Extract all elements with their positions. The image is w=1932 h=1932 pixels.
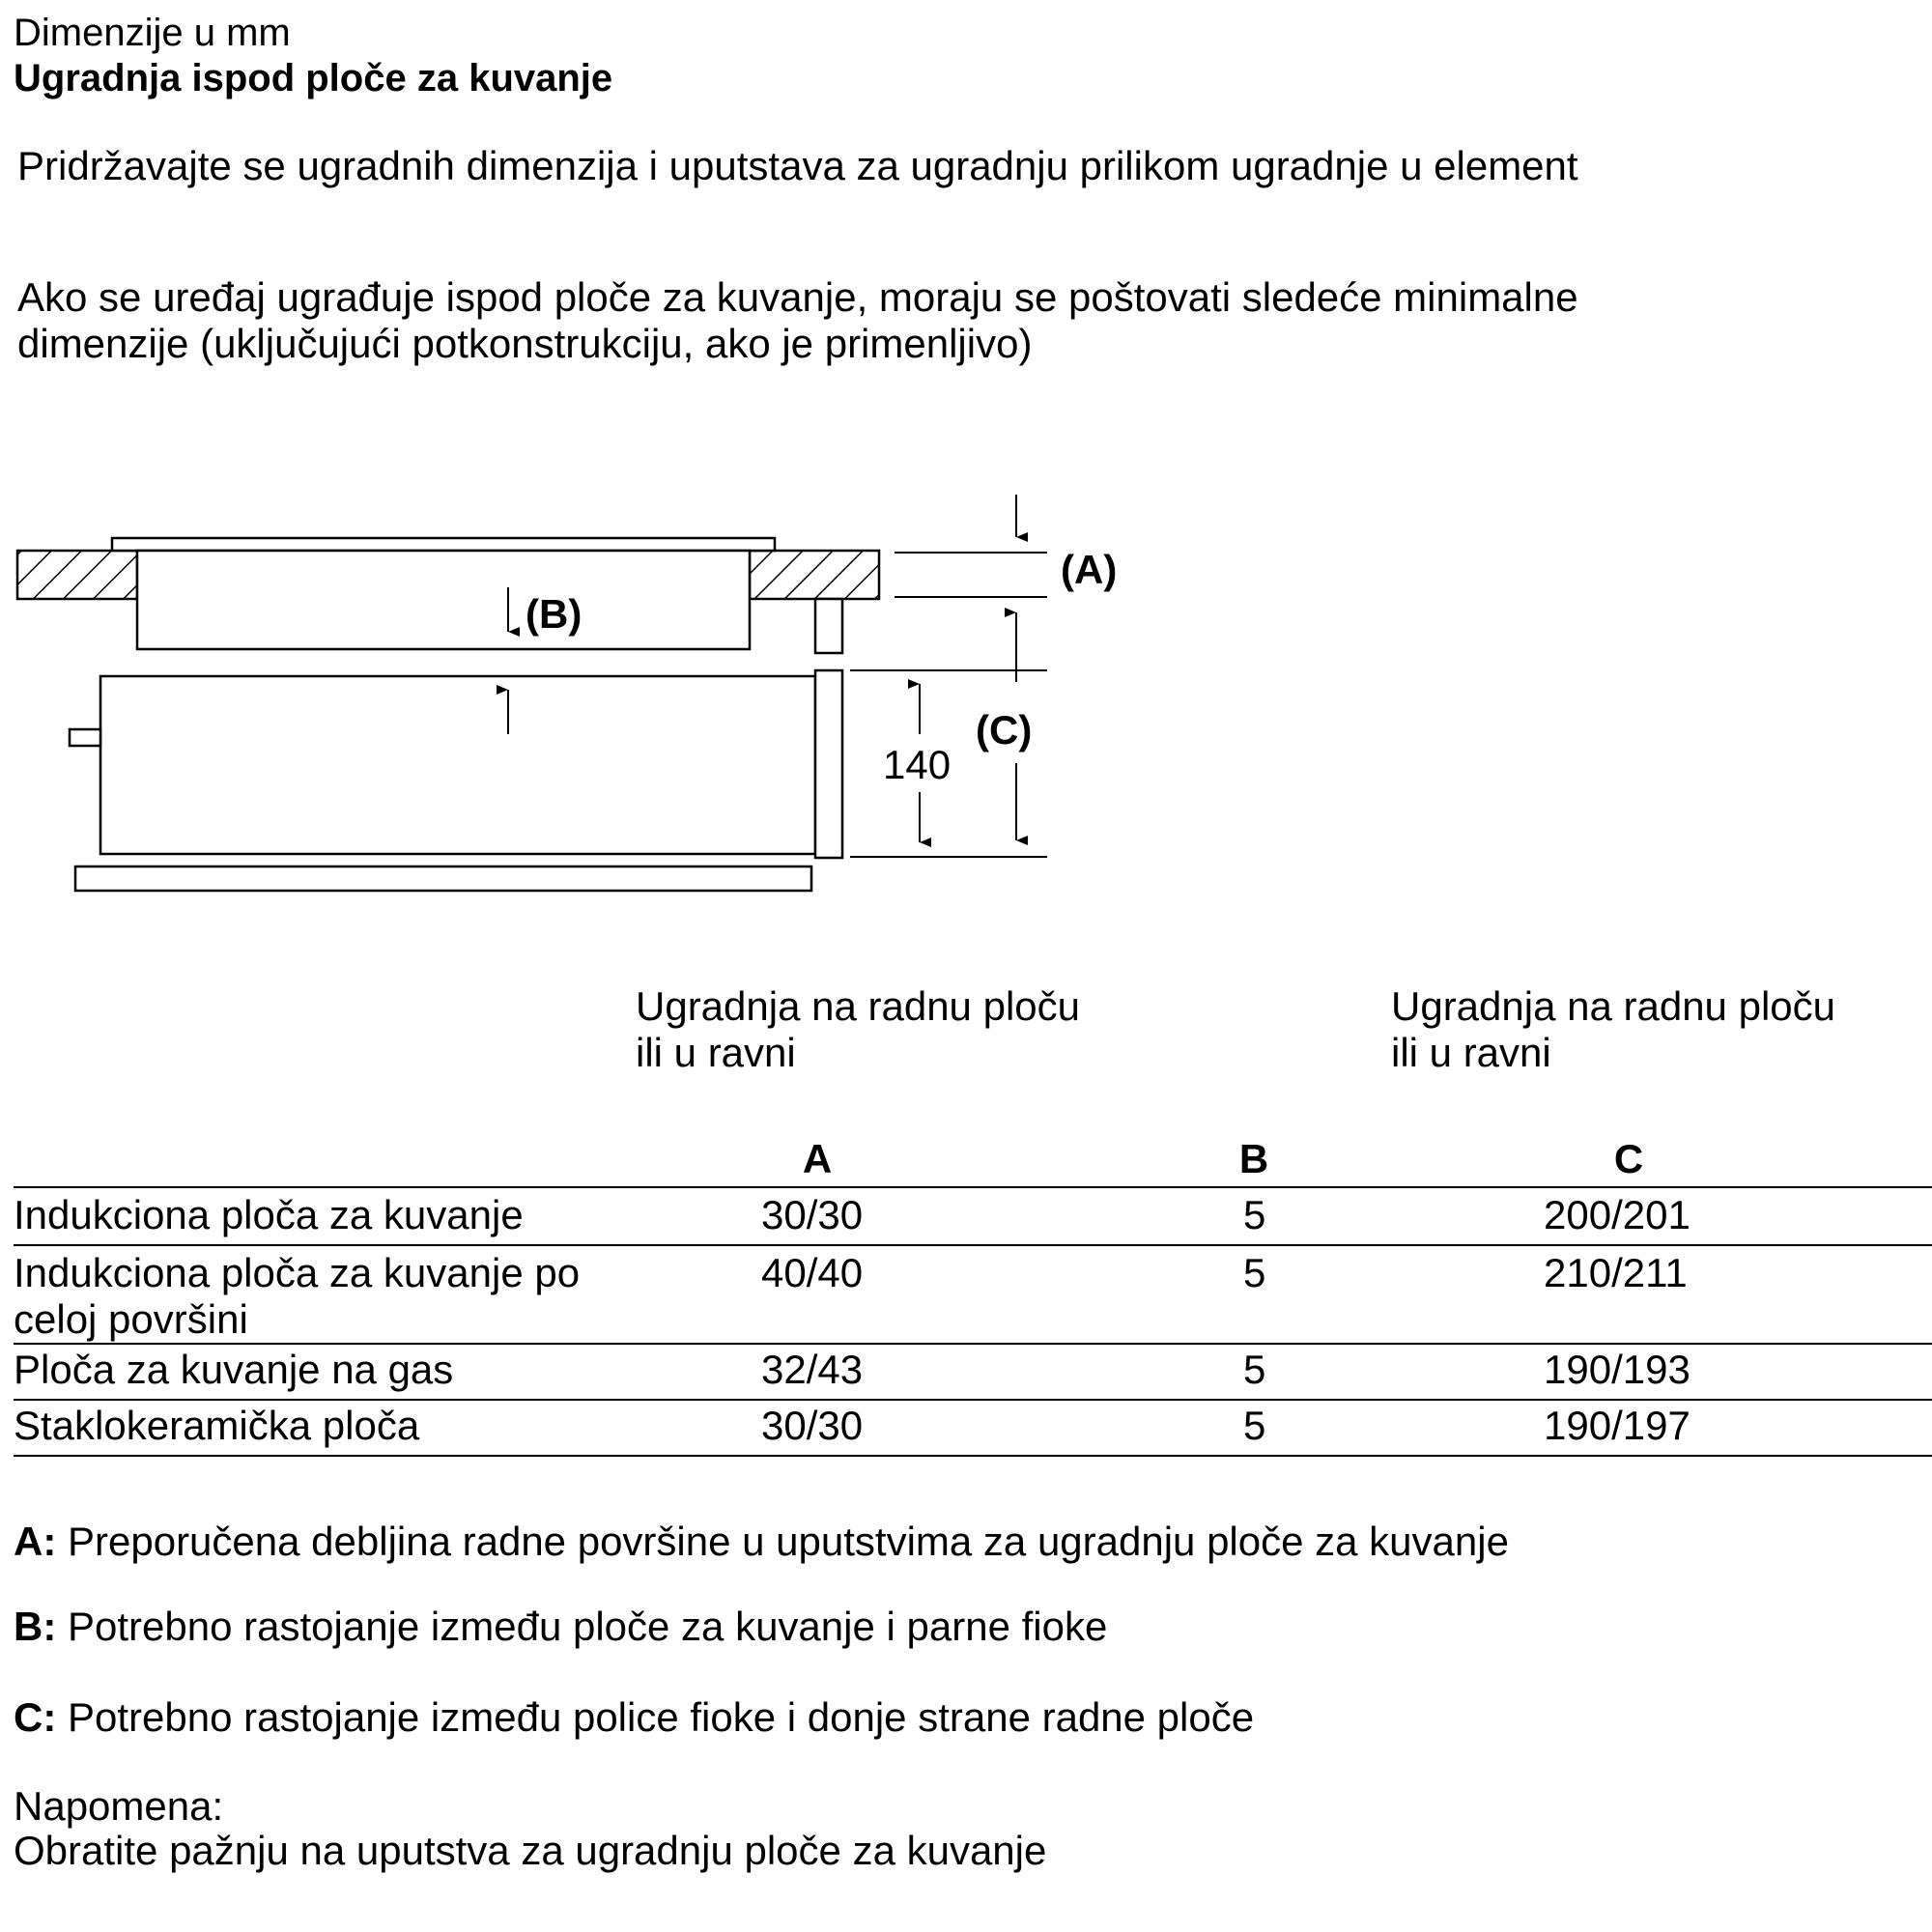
table-rule-bottom (14, 1455, 1932, 1457)
worktop-right (750, 551, 879, 599)
note-label: Napomena: (14, 1783, 224, 1829)
row-1-b: 5 (1243, 1192, 1266, 1237)
group-header-2-line-1: Ugradnja na radnu ploču (1391, 983, 1835, 1029)
row-3-c: 190/193 (1544, 1347, 1690, 1392)
drawer-handle (70, 729, 100, 746)
hob-top-plate (112, 538, 775, 551)
table-rule-3 (14, 1399, 1932, 1401)
column-header-c: C (1613, 1136, 1644, 1181)
row-2-name-line-1: Indukciona ploča za kuvanje po (14, 1250, 581, 1295)
intro-line-2b: dimenzije (uključujući potkonstrukciju, ako je primenljivo) (17, 321, 1033, 366)
row-2-a: 40/40 (761, 1250, 864, 1295)
legend-b (14, 1604, 1107, 1650)
dim-140: 140 (883, 742, 952, 787)
column-header-b: B (1238, 1136, 1269, 1181)
legend-b-key: B: (14, 1604, 57, 1649)
drawer-front (815, 670, 842, 858)
row-4-c: 190/197 (1544, 1403, 1690, 1448)
legend-a-key: A: (14, 1519, 57, 1564)
table-rule-top (14, 1186, 1932, 1188)
legend-a (14, 1519, 1509, 1565)
group-header-2-line-2: ili u ravni (1391, 1030, 1551, 1075)
subtitle: Dimenzije u mm (14, 12, 291, 54)
group-header-1-line-1: Ugradnja na radnu ploču (636, 983, 1080, 1029)
row-1-c: 200/201 (1544, 1192, 1690, 1237)
row-3-name: Ploča za kuvanje na gas (14, 1347, 454, 1392)
table-rule-2 (14, 1343, 1932, 1345)
legend-a-text: Preporučena debljina radne površine u uputstvima za ugradnju ploče za kuvanje (68, 1519, 1509, 1564)
column-header-a: A (802, 1136, 833, 1181)
drawer-body (100, 676, 815, 854)
row-4-a: 30/30 (761, 1403, 864, 1448)
group-header-1-line-2: ili u ravni (636, 1030, 796, 1075)
row-1-a: 30/30 (761, 1192, 864, 1237)
row-3-a: 32/43 (761, 1347, 864, 1392)
intro-line-1: Pridržavajte se ugradnih dimenzija i uputstava za ugradnju prilikom ugradnje u element (17, 143, 1578, 188)
row-1-name: Indukciona ploča za kuvanje (14, 1192, 524, 1237)
label-a: (A) (1061, 547, 1118, 592)
row-4-b: 5 (1243, 1403, 1266, 1448)
legend-c-text: Potrebno rastojanje između police fioke i donje strane radne ploče (68, 1694, 1255, 1740)
intro-line-2a: Ako se uređaj ugrađuje ispod ploče za kuvanje, moraju se poštovati sledeće minimalne (17, 274, 1578, 320)
legend-c-key: C: (14, 1694, 57, 1740)
row-4-name: Staklokeramička ploča (14, 1403, 420, 1448)
label-b: (B) (526, 591, 582, 637)
note-text: Obratite pažnju na uputstva za ugradnju ploče za kuvanje (14, 1828, 1047, 1873)
page-title: Ugradnja ispod ploče za kuvanje (14, 57, 613, 99)
installation-diagram (0, 464, 1118, 908)
row-2-name-line-2: celoj površini (14, 1296, 248, 1342)
row-3-b: 5 (1243, 1347, 1266, 1392)
table-rule-1 (14, 1244, 1932, 1246)
worktop-left (17, 551, 137, 599)
row-2-b: 5 (1243, 1250, 1266, 1295)
label-c: (C) (976, 707, 1033, 753)
row-2-c: 210/211 (1544, 1250, 1688, 1295)
legend-c (14, 1694, 1254, 1741)
shelf (75, 867, 811, 891)
hob-body (137, 551, 750, 649)
legend-b-text: Potrebno rastojanje između ploče za kuvanje i parne fioke (68, 1604, 1108, 1649)
support-post (815, 599, 842, 653)
